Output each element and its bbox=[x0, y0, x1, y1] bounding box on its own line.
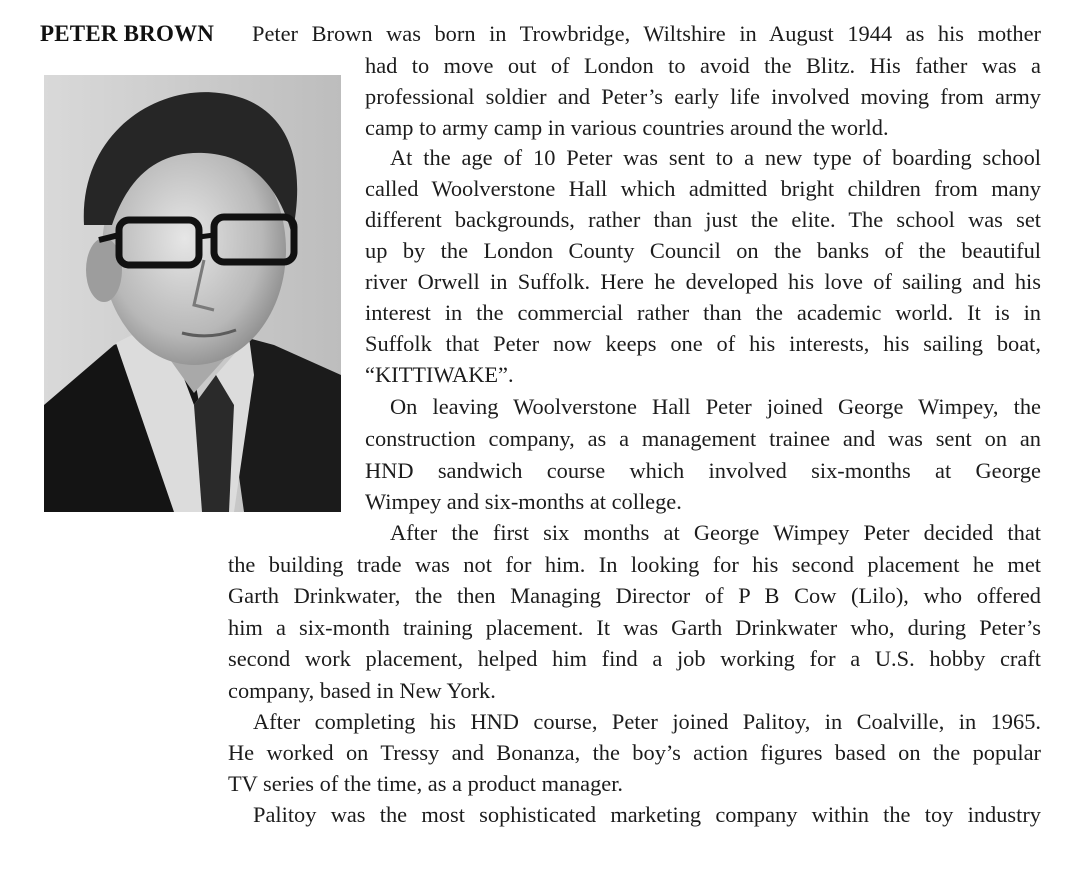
text-line: called Woolverstone Hall which admitted bright children from many bbox=[365, 176, 1041, 201]
text-line: river Orwell in Suffolk. Here he developed his love of sailing and his bbox=[365, 269, 1041, 294]
text-line: After completing his HND course, Peter joined Palitoy, in Coalville, in 1965. bbox=[253, 709, 1041, 734]
text-line: “KITTIWAKE”. bbox=[365, 362, 514, 387]
text-line: professional soldier and Peter’s early life involved moving from army bbox=[365, 84, 1041, 109]
text-line: Wimpey and six-months at college. bbox=[365, 489, 682, 514]
text-line: construction company, as a management trainee and was sent on an bbox=[365, 426, 1041, 451]
text-line: different backgrounds, rather than just the elite. The school was set bbox=[365, 207, 1041, 232]
text-line: Peter Brown was born in Trowbridge, Wiltshire in August 1944 as his mother bbox=[252, 21, 1041, 46]
text-line: had to move out of London to avoid the Blitz. His father was a bbox=[365, 53, 1041, 78]
text-line: Suffolk that Peter now keeps one of his interests, his sailing boat, bbox=[365, 331, 1041, 356]
text-line: After the first six months at George Wimpey Peter decided that bbox=[390, 520, 1041, 545]
text-line: up by the London County Council on the banks of the beautiful bbox=[365, 238, 1041, 263]
text-line: second work placement, helped him find a job working for a U.S. hobby craft bbox=[228, 646, 1041, 671]
text-line: the building trade was not for him. In looking for his second placement he met bbox=[228, 552, 1041, 577]
text-line: camp to army camp in various countries around the world. bbox=[365, 115, 889, 140]
text-line: company, based in New York. bbox=[228, 678, 496, 703]
person-name-heading: PETER BROWN bbox=[40, 21, 215, 46]
text-line: HND sandwich course which involved six-months at George bbox=[365, 458, 1041, 483]
text-line: He worked on Tressy and Bonanza, the boy’s action figures based on the popular bbox=[228, 740, 1041, 765]
text-line: interest in the commercial rather than the academic world. It is in bbox=[365, 300, 1041, 325]
text-line: him a six-month training placement. It was Garth Drinkwater who, during Peter’s bbox=[228, 615, 1041, 640]
text-line: Palitoy was the most sophisticated marketing company within the toy industry bbox=[253, 802, 1041, 827]
text-line: TV series of the time, as a product manager. bbox=[228, 771, 624, 796]
text-line: At the age of 10 Peter was sent to a new type of boarding school bbox=[390, 145, 1041, 170]
text-line: On leaving Woolverstone Hall Peter joined George Wimpey, the bbox=[390, 394, 1041, 419]
text-line: Garth Drinkwater, the then Managing Director of P B Cow (Lilo), who offered bbox=[228, 583, 1041, 608]
portrait-photo bbox=[44, 75, 341, 512]
